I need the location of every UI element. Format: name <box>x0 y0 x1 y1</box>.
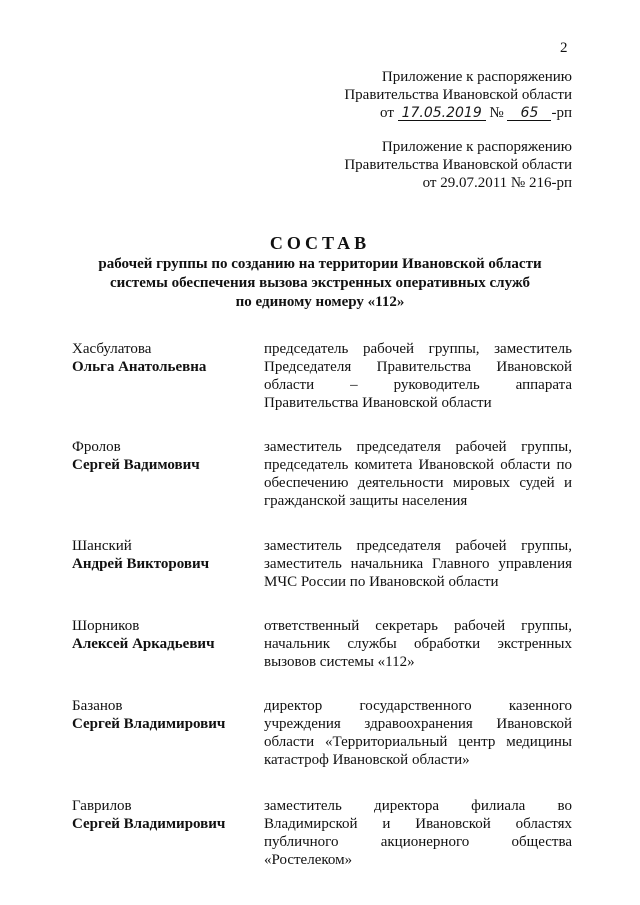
member-given-name: Сергей Владимирович <box>72 716 226 732</box>
appendix-current-line1: Приложение к распоряжению <box>381 69 572 85</box>
number-sign: № <box>489 105 504 121</box>
member-role: директор государственного казенного учреждения здравоохранения Ивановской области «Территориальный центр медицины катастроф Ивановской области» <box>264 698 572 768</box>
member-surname: Шорников <box>72 618 140 634</box>
member-given-name: Сергей Владимирович <box>72 816 226 832</box>
member-entry <box>72 340 572 412</box>
member-name <box>72 697 264 769</box>
appendix-current-date-line <box>344 104 572 122</box>
handwritten-date: 17.05.2019 <box>398 106 486 121</box>
heading-line1: рабочей группы по созданию на территории Ивановской области <box>98 256 542 272</box>
member-entry <box>72 438 572 510</box>
heading-line3: по единому номеру «112» <box>235 294 405 310</box>
member-entry <box>72 797 572 869</box>
member-surname: Базанов <box>72 698 123 714</box>
member-role: председатель рабочей группы, заместитель Председателя Правительства Ивановской области – руководитель аппарата Правительства Ивановской области <box>264 341 572 411</box>
appendix-original-line3: от 29.07.2011 № 216-рп <box>422 175 572 191</box>
member-surname: Хасбулатова <box>72 341 152 357</box>
member-role: заместитель председателя рабочей группы, заместитель начальника Главного управления МЧС России по Ивановской области <box>264 538 572 590</box>
appendix-original-line2: Правительства Ивановской области <box>344 157 572 173</box>
member-given-name: Алексей Аркадьевич <box>72 636 215 652</box>
member-entry <box>72 617 572 671</box>
appendix-original-line1: Приложение к распоряжению <box>381 139 572 155</box>
member-surname: Шанский <box>72 538 132 554</box>
member-name <box>72 438 264 510</box>
document-heading <box>0 234 640 312</box>
member-name <box>72 617 264 671</box>
handwritten-number: 65 <box>507 106 551 121</box>
member-entry <box>72 537 572 591</box>
page-number: 2 <box>560 40 568 56</box>
member-entry <box>72 697 572 769</box>
member-given-name: Сергей Вадимович <box>72 457 200 473</box>
member-surname: Гаврилов <box>72 798 132 814</box>
member-name <box>72 340 264 412</box>
appendix-current-line2: Правительства Ивановской области <box>344 87 572 103</box>
member-name <box>72 797 264 869</box>
member-surname: Фролов <box>72 439 121 455</box>
document-title: СОСТАВ <box>269 233 371 253</box>
member-role: заместитель директора филиала во Владимирской и Ивановской областях публичного акционерного общества «Ростелеком» <box>264 798 572 868</box>
member-name <box>72 537 264 591</box>
member-given-name: Ольга Анатольевна <box>72 359 207 375</box>
heading-line2: системы обеспечения вызова экстренных оперативных служб <box>109 275 531 291</box>
member-role: ответственный секретарь рабочей группы, начальник службы обработки экстренных вызовов системы «112» <box>264 618 572 670</box>
members-list <box>72 340 572 869</box>
appendix-current <box>344 68 572 122</box>
appendix-current-suffix: -рп <box>551 105 572 121</box>
member-role: заместитель председателя рабочей группы, председатель комитета Ивановской области по обеспечению деятельности мировых судей и гражданской защиты населения <box>264 439 572 509</box>
appendix-current-prefix: от <box>380 105 394 121</box>
appendix-original <box>344 138 572 192</box>
member-given-name: Андрей Викторович <box>72 556 210 572</box>
